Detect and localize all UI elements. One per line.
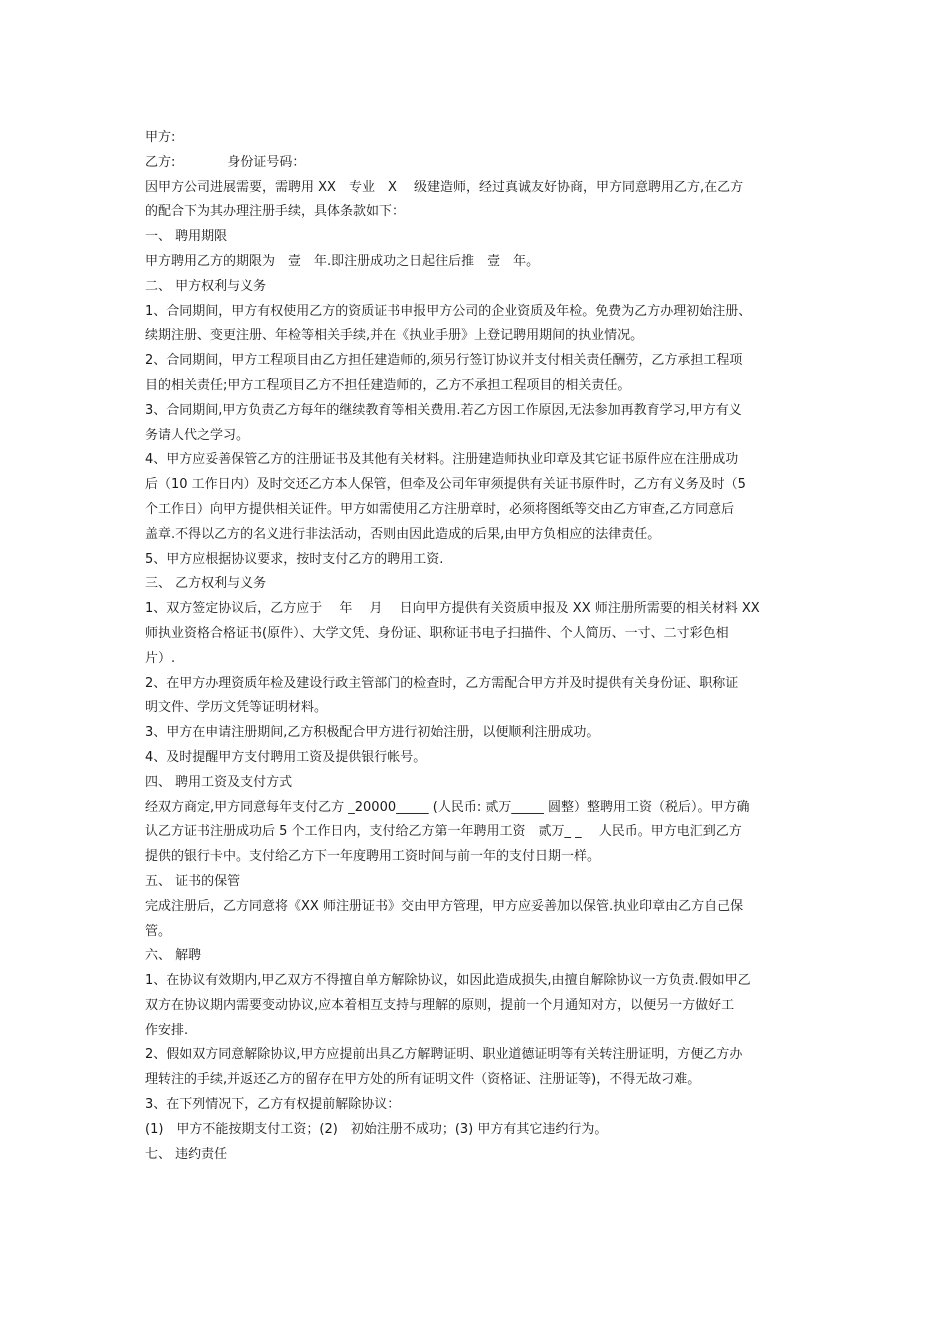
paragraph-line: 4、及时提醒甲方支付聘用工资及提供银行帐号。 [145, 749, 427, 765]
paragraph-line: (1) 甲方不能按期支付工资；(2) 初始注册不成功；(3) 甲方有其它违约行为。 [145, 1121, 608, 1137]
paragraph-line: 片）. [145, 650, 176, 666]
paragraph-line: 1、合同期间，甲方有权使用乙方的资质证书申报甲方公司的企业资质及年检。免费为乙方办理初始注册、 [145, 303, 752, 319]
paragraph-line: 师执业资格合格证书(原件）、大学文凭、身份证、职称证书电子扫描件、个人简历、一寸、二寸彩色相 [145, 625, 729, 641]
paragraph-line: 目的相关责任;甲方工程项目乙方不担任建造师的，乙方不承担工程项目的相关责任。 [145, 377, 631, 393]
paragraph-line: 理转注的手续,并返还乙方的留存在甲方处的所有证明文件（资格证、注册证等)，不得无故刁难。 [145, 1072, 701, 1088]
section-heading: 二、 甲方权利与义务 [145, 278, 267, 294]
party-b-line: 乙方: 身份证号码： [145, 154, 306, 170]
paragraph-line: 作安排. [145, 1022, 189, 1038]
intro-paragraph-line: 的配合下为其办理注册手续，具体条款如下： [145, 204, 406, 220]
paragraph-line: 盖章.不得以乙方的名义进行非法活动，否则由因此造成的后果,由甲方负相应的法律责任。 [145, 526, 661, 542]
paragraph-line: 3、在下列情况下，乙方有权提前解除协议： [145, 1097, 401, 1113]
paragraph-line: 2、合同期间，甲方工程项目由乙方担任建造师的,须另行签订协议并支付相关责任酬劳，乙方承担工程项 [145, 353, 743, 369]
paragraph-line: 3、合同期间,甲方负责乙方每年的继续教育等相关费用.若乙方因工作原因,无法参加再教育学习,甲方有义 [145, 402, 742, 418]
section-heading: 六、 解聘 [145, 948, 202, 964]
contract-body [145, 126, 810, 1167]
section-heading: 四、 聘用工资及支付方式 [145, 774, 293, 790]
paragraph-line: 2、假如双方同意解除协议,甲方应提前出具乙方解聘证明、职业道德证明等有关转注册证明，方便乙方办 [145, 1047, 743, 1063]
paragraph-line: 4、甲方应妥善保管乙方的注册证书及其他有关材料。注册建造师执业印章及其它证书原件应在注册成功 [145, 452, 739, 468]
paragraph-line: 1、双方签定协议后，乙方应于 年 月 日向甲方提供有关资质申报及 XX 师注册所需要的相关材料 XX [145, 601, 760, 617]
paragraph-line: 完成注册后，乙方同意将《XX 师注册证书》交由甲方管理，甲方应妥善加以保管.执业印章由乙方自己保 [145, 898, 744, 914]
section-heading: 五、 证书的保管 [145, 873, 241, 889]
paragraph-line: 2、在甲方办理资质年检及建设行政主管部门的检查时，乙方需配合甲方并及时提供有关身份证、职称证 [145, 675, 739, 691]
party-a-line: 甲方: [145, 130, 176, 145]
paragraph-line: 务请人代之学习。 [145, 427, 250, 443]
section-heading: 三、 乙方权利与义务 [145, 576, 267, 592]
paragraph-line: 明文件、学历文凭等证明材料。 [145, 700, 328, 716]
paragraph-line: 个工作日）向甲方提供相关证件。甲方如需使用乙方注册章时，必须将图纸等交由乙方审查,乙方同意后 [145, 501, 735, 517]
paragraph-line: 后（10 工作日内）及时交还乙方本人保管，但牵及公司年审须提供有关证书原件时，乙方有义务及时（5 [145, 477, 746, 493]
paragraph-line: 1、在协议有效期内,甲乙双方不得擅自单方解除协议，如因此造成损失,由擅自解除协议一方负责.假如甲乙 [145, 973, 751, 989]
paragraph-line: 管。 [145, 923, 172, 939]
paragraph-line: 认乙方证书注册成功后 5 个工作日内，支付给乙方第一年聘用工资 贰万_ _ 人民币。甲方电汇到乙方 [145, 824, 742, 840]
paragraph-line: 5、甲方应根据协议要求，按时支付乙方的聘用工资. [145, 551, 444, 567]
intro-paragraph-line: 因甲方公司进展需要，需聘用 XX 专业 X 级建造师，经过真诚友好协商，甲方同意聘用乙方,在乙方 [145, 179, 744, 195]
section-heading: 七、 违约责任 [145, 1146, 228, 1162]
paragraph-line: 提供的银行卡中。支付给乙方下一年度聘用工资时间与前一年的支付日期一样。 [145, 849, 601, 865]
paragraph-line: 经双方商定,甲方同意每年支付乙方 _20000_____ (人民币: 贰万_____ 圆整）整聘用工资（税后）。甲方确 [145, 799, 750, 815]
paragraph-line: 3、甲方在申请注册期间,乙方积极配合甲方进行初始注册，以便顺利注册成功。 [145, 725, 600, 741]
section-heading: 一、 聘用期限 [145, 229, 228, 245]
paragraph-line: 续期注册、变更注册、年检等相关手续,并在《执业手册》上登记聘用期间的执业情况。 [145, 328, 644, 344]
paragraph-line: 甲方聘用乙方的期限为 壹 年.即注册成功之日起往后推 壹 年。 [145, 253, 540, 269]
paragraph-line: 双方在协议期内需要变动协议,应本着相互支持与理解的原则，提前一个月通知对方，以便另一方做好工 [145, 997, 735, 1013]
